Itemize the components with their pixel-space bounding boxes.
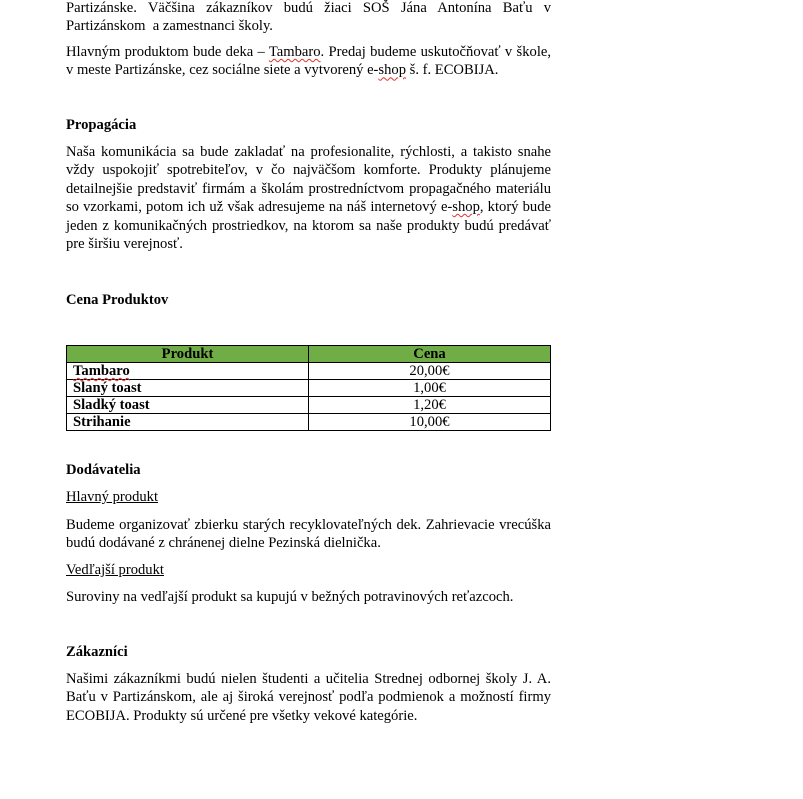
table-header-row bbox=[67, 346, 551, 363]
propagacia-paragraph bbox=[66, 143, 551, 253]
spell-flagged-word: shop bbox=[378, 62, 406, 79]
table-row bbox=[67, 363, 551, 380]
subheading-hlavny-produkt bbox=[66, 488, 551, 506]
subheading-text: Hlavný produkt bbox=[66, 489, 159, 505]
heading-propagacia: Propagácia bbox=[66, 117, 137, 133]
price-cell: 10,00€ bbox=[309, 414, 551, 431]
main-product-paragraph bbox=[66, 43, 551, 80]
spell-flagged-word: shop bbox=[452, 199, 480, 216]
heading-cena-produktov: Cena Produktov bbox=[66, 292, 169, 308]
zakaznici-paragraph: Našimi zákazníkmi budú nielen študenti a učitelia Strednej odbornej školy J. A. Baťu v Partizánskom, ale aj široká verejnosť podľa podmienok a možností firmy ECOBIJA. Produkty sú určené pre všetky vekové kategórie. bbox=[66, 671, 551, 724]
price-cell: 20,00€ bbox=[309, 363, 551, 380]
price-cell: 1,20€ bbox=[309, 397, 551, 414]
text-run: š. f. ECOBIJA. bbox=[406, 62, 499, 79]
product-name: Tambaro bbox=[73, 363, 130, 379]
product-cell: Strihanie bbox=[67, 414, 309, 431]
price-cell: 1,00€ bbox=[309, 380, 551, 397]
product-cell bbox=[67, 363, 309, 380]
table-row bbox=[67, 380, 551, 397]
brand-name-misspelled: Tambaro bbox=[268, 44, 321, 60]
dodavatelia-side-paragraph: Suroviny na vedľajší produkt sa kupujú v bežných potravinových reťazcoch. bbox=[66, 589, 514, 605]
dodavatelia-main-paragraph: Budeme organizovať zbierku starých recyklovateľných dek. Zahrievacie vrecúška budú dodávané z chránenej dielne Pezinská dielnička. bbox=[66, 517, 551, 552]
text-run: Hlavným produktom bude deka – bbox=[66, 44, 269, 60]
heading-dodavatelia: Dodávatelia bbox=[66, 462, 141, 478]
text-run: Naša komunikácia sa bude zakladať na profesionalite, rýchlosti, a takisto snahe vždy uspokojiť spotrebiteľov, v čo najväčšom komforte. Produkty plánujeme detailnejšie predstaviť firmám a školám prostredníctvom propagačného materiálu so vzorkami, potom ich už však adresujeme na náš internetový e- bbox=[66, 144, 551, 216]
column-header-cena: Cena bbox=[309, 346, 551, 363]
intro-line-1: Partizánske. Väčšina zákazníkov budú žiaci SOŠ Jána Antonína Baťu v bbox=[66, 0, 551, 16]
intro-line-2: Partizánskom a zamestnanci školy. bbox=[66, 18, 273, 35]
product-cell: Slaný toast bbox=[67, 380, 309, 397]
intro-paragraph bbox=[66, 0, 551, 36]
column-header-produkt: Produkt bbox=[67, 346, 309, 363]
table-row bbox=[67, 397, 551, 414]
text-run: , ktorý bude jeden z komunikačných prostriedkov, na ktorom sa naše produkty budú predávať pre širšiu verejnosť. bbox=[66, 199, 551, 253]
table-row bbox=[67, 414, 551, 431]
price-table bbox=[66, 345, 551, 431]
subheading-text: Vedľajší produkt bbox=[66, 562, 164, 578]
heading-zakaznici: Zákazníci bbox=[66, 644, 128, 660]
product-cell: Sladký toast bbox=[67, 397, 309, 414]
subheading-vedlajsi-produkt bbox=[66, 561, 551, 579]
text-run: . Predaj budeme uskutočňovať v škole, v meste Partizánske, cez sociálne siete a vytvorený e- bbox=[66, 44, 551, 79]
